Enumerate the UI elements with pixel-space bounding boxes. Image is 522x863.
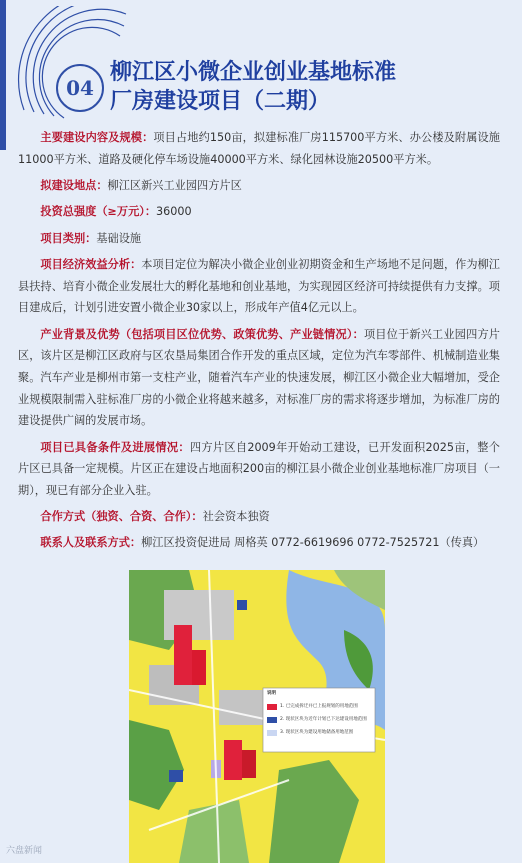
legend-swatch-red [267, 704, 277, 710]
field-label: 拟建设地点： [40, 178, 108, 192]
field-label: 合作方式（独资、合资、合作）： [40, 510, 203, 524]
field-text: 社会资本独资 [202, 510, 270, 524]
field-text: 基础设施 [96, 231, 142, 245]
field-text: 项目位于新兴工业园四方片区，该片区是柳江区政府与区农垦局集团合作开发的重点区域，定位为汽车零部件、机械制造业集聚。汽车产业是柳州市第一支柱产业，随着汽车产业的快速发展，柳江区小微企业大幅增加，受企业规模限制需入驻标准厂房的小微企业将越来越多，对标准厂房的需求将逐步增加，为标准厂房的建设提供广阔的发展市场。 [18, 327, 500, 428]
field-text: 项目占地约150亩，拟建标准厂房115700平方米、办公楼及附属设施11000平方米、道路及硬化停车场设施40000平方米、绿化园林设施20500平方米。 [18, 131, 500, 166]
legend-text: 1. 已完成拆迁并已上报规划的用地范围 [280, 704, 358, 709]
field-industry-background [18, 324, 500, 432]
field-location [18, 175, 500, 197]
legend-swatch-light [267, 730, 277, 736]
site-map [129, 570, 385, 863]
field-investment [18, 201, 500, 223]
field-label: 投资总强度（≥万元）： [40, 205, 157, 219]
legend-text: 3. 现状区块为建设用地储备用地范围 [280, 730, 354, 735]
field-text: 36000 [156, 205, 192, 219]
field-progress [18, 437, 500, 502]
field-economic-analysis [18, 254, 500, 319]
field-cooperation [18, 506, 500, 528]
field-label: 主要建设内容及规模： [40, 131, 154, 144]
map-legend [267, 690, 373, 736]
field-label: 项目经济效益分析： [40, 258, 142, 272]
field-text: 柳江区投资促进局 周格英 0772-6619696 0772-7525721（传真） [141, 536, 485, 550]
legend-swatch-blue [267, 717, 277, 723]
field-label: 项目类别： [40, 231, 97, 245]
legend-text: 2. 现状区块为近年计划已下达建设用地范围 [280, 717, 367, 722]
page-title-line-2: 厂房建设项目（二期） [110, 89, 331, 114]
field-text: 四方片区自2009年开始动工建设，已开发面积2025亩，整个片区已具备一定规模。片区正在建设占地面积200亩的柳江县小微企业创业基地标准厂房项目（一期），现已有部分企业入驻。 [18, 440, 500, 497]
page-title [110, 58, 510, 116]
field-text: 本项目定位为解决小微企业创业初期资金和生产场地不足问题，作为柳江县扶持、培育小微企业发展壮大的孵化基地和创业基地，为实现园区经济可持续提供有力支撑。项目建成后，计划引进安置小微企业30家以上，形成年产值4亿元以上。 [18, 258, 500, 315]
section-number-badge: 04 [56, 64, 104, 112]
field-construction-scale [18, 127, 500, 170]
field-category [18, 228, 500, 250]
page-title-line-1: 柳江区小微企业创业基地标准 [110, 60, 397, 85]
field-text: 柳江区新兴工业园四方片区 [107, 178, 242, 192]
field-label: 产业背景及优势（包括项目区位优势、政策优势、产业链情况）： [40, 327, 364, 341]
map-legend-item [267, 703, 373, 710]
field-contact [18, 532, 500, 554]
field-label: 项目已具备条件及进展情况： [40, 440, 190, 454]
map-legend-item [267, 729, 373, 736]
map-legend-item [267, 716, 373, 723]
watermark-logo: 六盘新闻 [6, 846, 43, 856]
left-accent-bar [0, 0, 6, 150]
map-legend-title: 说明 [267, 691, 276, 696]
field-label: 联系人及联系方式： [40, 536, 142, 550]
project-details [18, 127, 500, 559]
